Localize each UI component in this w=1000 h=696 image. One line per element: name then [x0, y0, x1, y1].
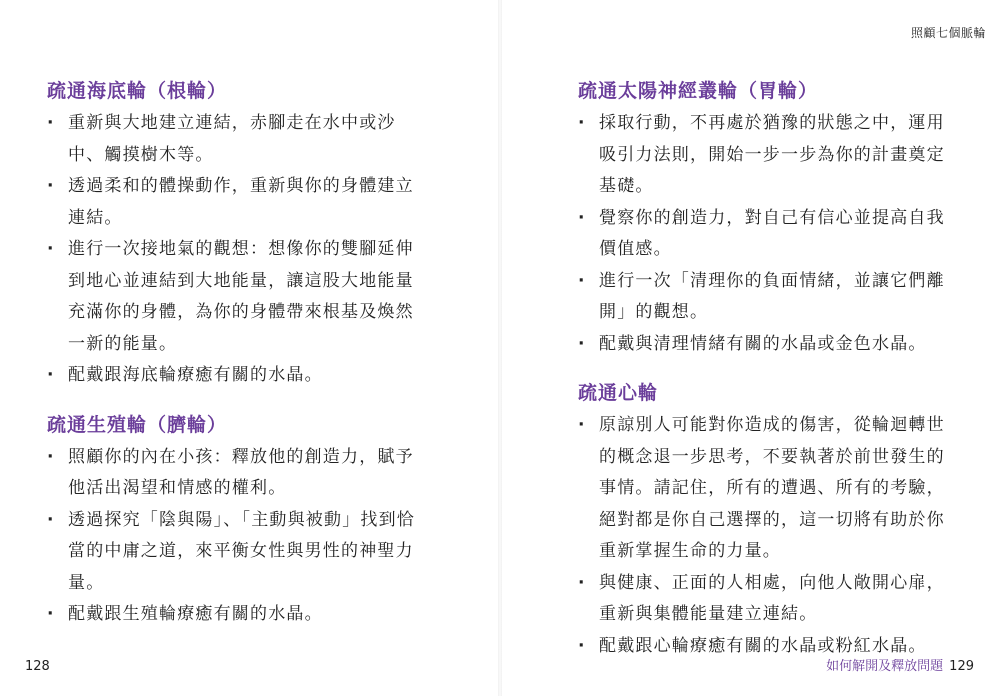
bullet-text: 覺察你的創造力，對自己有信心並提高自我價值感。	[599, 207, 945, 259]
bullet-item	[47, 108, 427, 171]
bullet-dot-icon: ·	[578, 270, 586, 291]
bullet-dot-icon: ·	[47, 365, 55, 385]
section-root-chakra	[47, 76, 427, 392]
bullet-dot-icon: ·	[578, 207, 586, 228]
bullet-dot-icon: ·	[578, 572, 586, 593]
bullet-dot-icon: ·	[47, 176, 55, 196]
footer-chapter-title: 如何解開及釋放問題	[826, 659, 944, 674]
bullet-text: 配戴與清理情緒有關的水晶或金色水晶。	[599, 333, 927, 354]
bullet-list	[47, 442, 427, 631]
bullet-item	[578, 329, 958, 361]
bullet-text: 配戴跟生殖輪療癒有關的水晶。	[68, 604, 323, 624]
bullet-item	[578, 203, 958, 266]
bullet-text: 配戴跟心輪療癒有關的水晶或粉紅水晶。	[599, 635, 927, 656]
bullet-text: 進行一次接地氣的觀想：想像你的雙腳延伸到地心並連結到大地能量，讓這股大地能量充滿你的身體，為你的身體帶來根基及煥然一新的能量。	[68, 239, 414, 354]
bullet-list	[578, 410, 958, 662]
bullet-list	[578, 108, 958, 360]
page-number-left: 128	[25, 659, 50, 674]
section-title: 疏通生殖輪（臍輪）	[47, 413, 228, 436]
page-number-right: 129	[949, 659, 974, 674]
section-title: 疏通海底輪（根輪）	[47, 80, 228, 102]
bullet-item	[47, 171, 427, 234]
bullet-item	[578, 568, 958, 631]
bullet-item	[47, 505, 427, 600]
bullet-text: 與健康、正面的人相處，向他人敞開心扉，重新與集體能量建立連結。	[599, 572, 945, 624]
bullet-item	[47, 599, 427, 631]
bullet-dot-icon: ·	[578, 113, 586, 133]
bullet-item	[47, 360, 427, 392]
bullet-dot-icon: ·	[47, 446, 55, 467]
bullet-text: 進行一次「清理你的負面情緒，並讓它們離開」的觀想。	[599, 270, 945, 322]
section-title: 疏通太陽神經叢輪（胃輪）	[578, 80, 819, 102]
bullet-text: 採取行動，不再處於猶豫的狀態之中，運用吸引力法則，開始一步一步為你的計畫奠定基礎。	[599, 113, 945, 196]
running-header: 照顧七個脈輪	[910, 26, 986, 40]
section-sacral-chakra	[47, 410, 427, 631]
bullet-dot-icon: ·	[578, 333, 586, 354]
bullet-dot-icon: ·	[47, 113, 55, 133]
section-solar-plexus-chakra	[578, 76, 958, 360]
bullet-text: 重新與大地建立連結，赤腳走在水中或沙中、觸摸樹木等。	[68, 113, 396, 165]
bullet-item	[578, 108, 958, 203]
bullet-dot-icon: ·	[47, 509, 55, 530]
bullet-item	[578, 266, 958, 329]
bullet-dot-icon: ·	[47, 239, 55, 259]
bullet-dot-icon: ·	[578, 415, 586, 435]
right-page	[500, 0, 1000, 696]
bullet-item	[47, 442, 427, 505]
bullet-text: 照顧你的內在小孩：釋放他的創造力，賦予他活出渴望和情感的權利。	[68, 446, 414, 498]
bullet-text: 透過探究「陰與陽」、「主動與被動」找到恰當的中庸之道，來平衡女性與男性的神聖力量。	[68, 509, 415, 593]
left-column	[47, 76, 427, 649]
bullet-dot-icon: ·	[47, 604, 55, 624]
bullet-item	[47, 234, 427, 360]
bullet-item	[578, 410, 958, 568]
page-footer	[826, 655, 974, 674]
right-column	[578, 76, 958, 680]
bullet-dot-icon: ·	[578, 635, 586, 656]
section-title: 疏通心輪	[578, 382, 659, 404]
bullet-list	[47, 108, 427, 392]
bullet-text: 原諒別人可能對你造成的傷害，從輪迴轉世的概念退一步思考，不要執著於前世發生的事情。請記住，所有的遭遇、所有的考驗，絕對都是你自己選擇的，這一切將有助於你重新掌握生命的力量。	[599, 415, 945, 561]
bullet-text: 透過柔和的體操動作，重新與你的身體建立連結。	[68, 176, 414, 228]
section-heart-chakra	[578, 378, 958, 662]
bullet-text: 配戴跟海底輪療癒有關的水晶。	[68, 365, 323, 385]
